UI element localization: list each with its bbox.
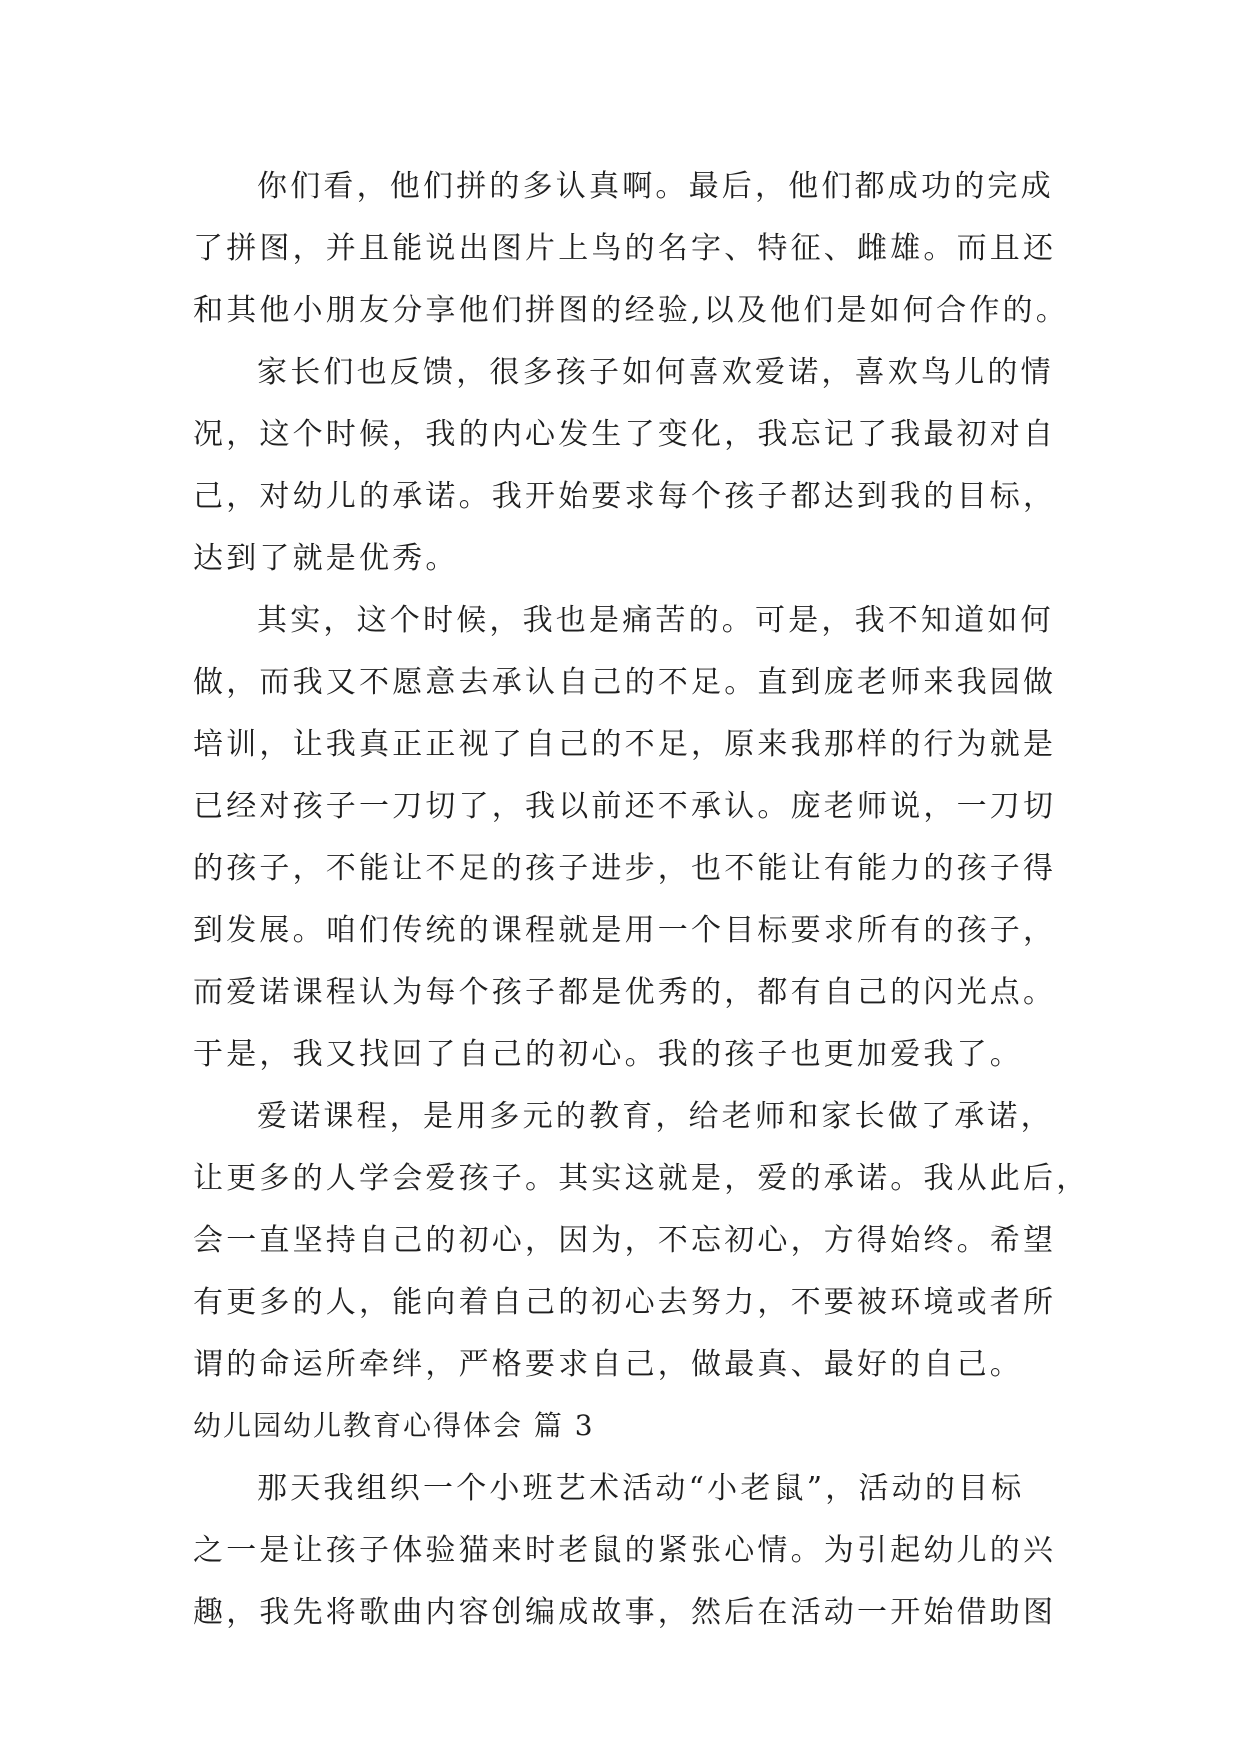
text-line: 家长们也反馈，很多孩子如何喜欢爱诺，喜欢鸟儿的情	[257, 355, 1054, 390]
text-line: 到发展。咱们传统的课程就是用一个目标要求所有的孩子，	[193, 913, 1057, 948]
text-line: 你们看，他们拼的多认真啊。最后，他们都成功的完成	[257, 169, 1054, 204]
text-line: 于是，我又找回了自己的初心。我的孩子也更加爱我了。	[193, 1037, 1023, 1072]
section-heading: 幼儿园幼儿教育心得体会 篇 3	[193, 1409, 595, 1442]
text-line: 谓的命运所牵绊，严格要求自己，做最真、最好的自己。	[193, 1347, 1023, 1382]
text-line: 达到了就是优秀。	[193, 541, 459, 576]
text-line: 和其他小朋友分享他们拼图的经验,以及他们是如何合作的。	[193, 293, 1069, 328]
text-line: 而爱诺课程认为每个孩子都是优秀的，都有自己的闪光点。	[193, 975, 1057, 1010]
text-line: 爱诺课程，是用多元的教育，给老师和家长做了承诺，	[257, 1099, 1054, 1134]
text-line: 让更多的人学会爱孩子。其实这就是，爱的承诺。我从此后，	[193, 1161, 1090, 1196]
text-line: 趣，我先将歌曲内容创编成故事，然后在活动一开始借助图	[193, 1595, 1057, 1630]
text-line: 的孩子，不能让不足的孩子进步，也不能让有能力的孩子得	[193, 851, 1057, 886]
text-line: 已经对孩子一刀切了，我以前还不承认。庞老师说，一刀切	[193, 789, 1057, 824]
text-line: 了拼图，并且能说出图片上鸟的名字、特征、雌雄。而且还	[193, 231, 1057, 266]
text-line: 培训，让我真正正视了自己的不足，原来我那样的行为就是	[193, 727, 1057, 762]
text-line: 况，这个时候，我的内心发生了变化，我忘记了我最初对自	[193, 417, 1057, 452]
text-line: 会一直坚持自己的初心，因为，不忘初心，方得始终。希望	[193, 1223, 1057, 1258]
text-line: 己，对幼儿的承诺。我开始要求每个孩子都达到我的目标，	[193, 479, 1057, 514]
text-line: 那天我组织一个小班艺术活动“小老鼠”，活动的目标	[257, 1471, 1025, 1506]
text-line: 有更多的人，能向着自己的初心去努力，不要被环境或者所	[193, 1285, 1057, 1320]
text-line: 之一是让孩子体验猫来时老鼠的紧张心情。为引起幼儿的兴	[193, 1533, 1057, 1568]
text-line: 其实，这个时候，我也是痛苦的。可是，我不知道如何	[257, 603, 1054, 638]
text-line: 做，而我又不愿意去承认自己的不足。直到庞老师来我园做	[193, 665, 1057, 700]
